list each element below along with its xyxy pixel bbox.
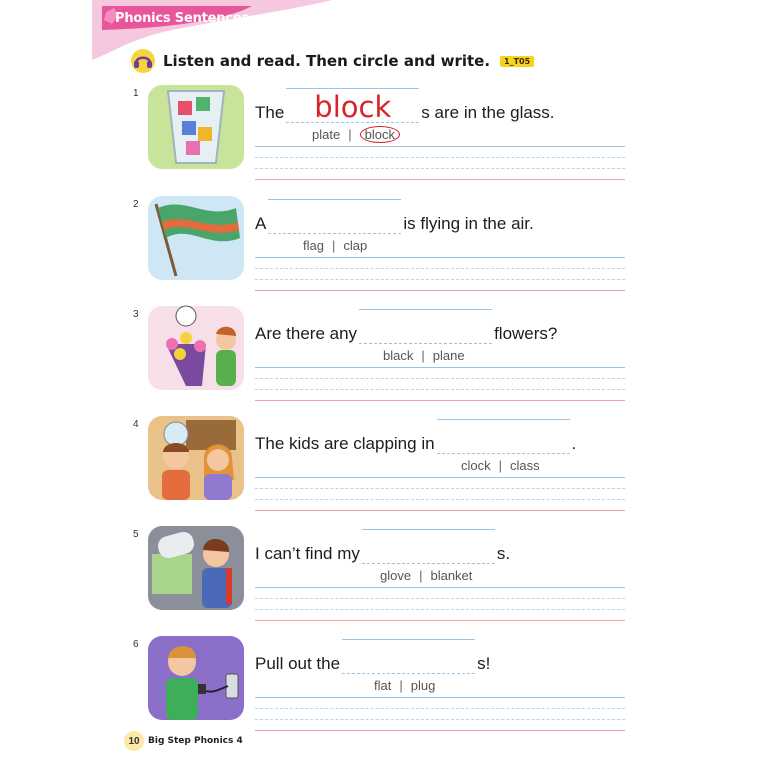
choice-b[interactable]: blanket — [430, 568, 473, 583]
sentence-start: A — [255, 214, 267, 233]
exercise-item-1 — [128, 88, 628, 188]
word-choices — [312, 127, 400, 142]
kids-clapping-image — [146, 414, 246, 502]
book-title: Big Step Phonics 4 — [148, 736, 243, 746]
sentence — [255, 90, 555, 124]
instruction-text: Listen and read. Then circle and write. — [163, 52, 491, 70]
sentence-start: I can’t find my — [255, 544, 360, 563]
sentence-start: The kids are clapping in — [255, 434, 435, 453]
answer-blank[interactable] — [268, 211, 401, 234]
item-number: 4 — [133, 419, 139, 430]
exercise-item-3 — [128, 309, 628, 409]
choice-a[interactable]: flag — [303, 238, 324, 253]
exercise-item-6 — [128, 639, 628, 739]
word-choices — [374, 678, 435, 693]
choice-b[interactable]: plane — [432, 348, 465, 363]
word-choices — [380, 568, 472, 583]
headphones-icon[interactable] — [130, 48, 156, 74]
exercise-item-5 — [128, 529, 628, 629]
choice-separator: | — [331, 238, 336, 253]
glass-of-blocks-image — [146, 83, 246, 171]
audio-track-badge[interactable]: 1_T05 — [500, 56, 534, 67]
choice-separator: | — [421, 348, 425, 363]
word-choices — [461, 458, 540, 473]
item-number: 3 — [133, 309, 139, 320]
written-answer: block — [314, 90, 392, 124]
choice-b[interactable]: plug — [410, 678, 436, 693]
instruction-row — [130, 48, 534, 74]
sentence-start: Pull out the — [255, 654, 341, 673]
sentence-start: Are there any — [255, 324, 358, 343]
sentence-end: s. — [496, 544, 511, 563]
writing-lines[interactable] — [255, 697, 625, 731]
item-number: 6 — [133, 639, 139, 650]
sentence-end: s! — [477, 654, 491, 673]
choice-a[interactable]: flat — [374, 678, 392, 693]
boy-with-flowers-image — [146, 304, 246, 392]
sentence-end: flowers? — [494, 324, 558, 343]
choice-separator: | — [498, 458, 503, 473]
page-footer — [124, 731, 243, 751]
choice-b[interactable]: class — [510, 458, 540, 473]
choice-b[interactable]: clap — [343, 238, 368, 253]
sentence-end: is flying in the air. — [403, 214, 534, 233]
sentence — [255, 541, 510, 564]
word-choices — [303, 238, 367, 253]
choice-a[interactable]: plate — [312, 127, 341, 142]
sentence — [255, 321, 557, 344]
choice-separator: | — [419, 568, 423, 583]
flag-image — [146, 194, 246, 282]
writing-lines[interactable] — [255, 146, 625, 180]
exercise-item-2 — [128, 199, 628, 299]
writing-lines[interactable] — [255, 367, 625, 401]
sentence — [255, 431, 576, 454]
answer-blank[interactable] — [437, 431, 570, 454]
answer-blank[interactable] — [362, 541, 495, 564]
sentence-end: s are in the glass. — [421, 103, 555, 122]
choice-a[interactable]: clock — [461, 458, 491, 473]
boy-searching-image — [146, 524, 246, 612]
choice-separator: | — [399, 678, 403, 693]
sentence — [255, 211, 534, 234]
sentence — [255, 651, 490, 674]
writing-lines[interactable] — [255, 587, 625, 621]
exercise-item-4 — [128, 419, 628, 519]
sentence-end: . — [571, 434, 577, 453]
sentence-start: The — [255, 103, 285, 122]
writing-lines[interactable] — [255, 477, 625, 511]
item-number: 1 — [133, 88, 139, 99]
boy-with-plug-image — [146, 634, 246, 722]
choice-a[interactable]: black — [383, 348, 414, 363]
answer-blank[interactable] — [286, 90, 419, 124]
choice-b-circled[interactable]: block — [360, 126, 400, 143]
word-choices — [383, 348, 465, 363]
answer-blank[interactable] — [342, 651, 475, 674]
choice-separator: | — [348, 127, 352, 142]
page-number: 10 — [124, 731, 144, 751]
choice-a[interactable]: glove — [380, 568, 412, 583]
section-title: Phonics Sentences — [115, 11, 249, 26]
item-number: 2 — [133, 199, 139, 210]
answer-blank[interactable] — [359, 321, 492, 344]
writing-lines[interactable] — [255, 257, 625, 291]
item-number: 5 — [133, 529, 139, 540]
